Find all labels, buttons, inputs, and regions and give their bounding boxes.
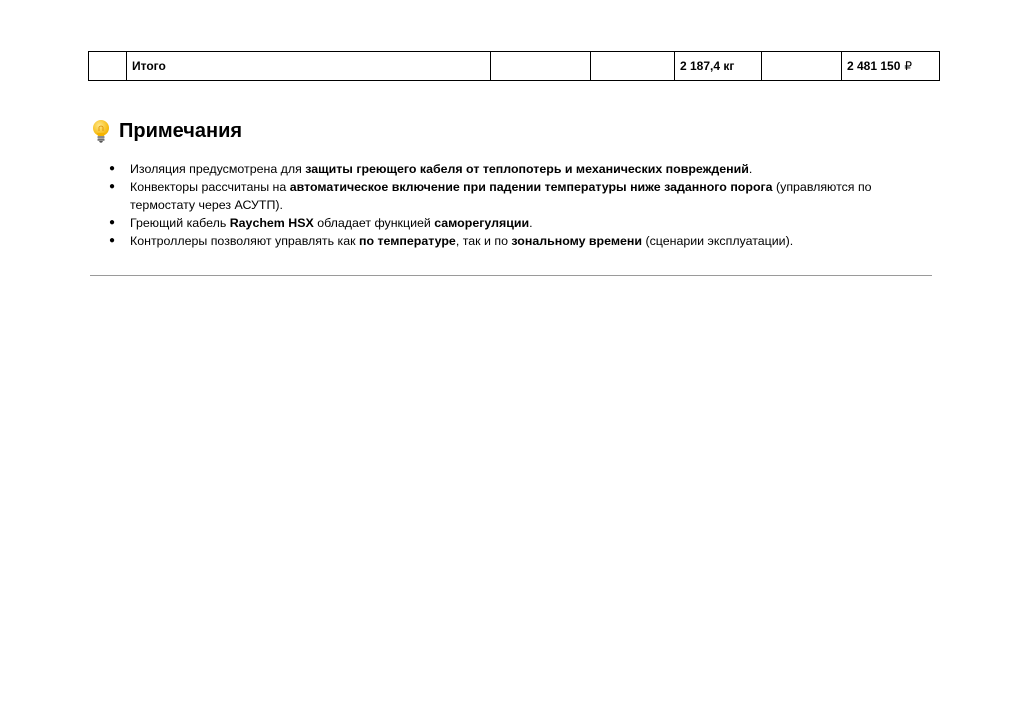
totals-table: [88, 51, 940, 81]
lightbulb-icon: [90, 119, 112, 143]
total-cost-value: 2 481 150: [847, 59, 901, 73]
notes-list: [90, 160, 935, 250]
note-emphasis: саморегуляции: [434, 216, 530, 230]
note-emphasis: зональному времени: [511, 234, 643, 248]
note-item: [90, 214, 935, 232]
notes-title: Примечания: [119, 119, 243, 142]
note-item: [90, 178, 935, 214]
empty-cell: [591, 52, 675, 81]
total-label-cell: Итого: [127, 52, 491, 81]
note-emphasis: по температуре: [358, 234, 456, 248]
note-text: Изоляция предусмотрена для: [130, 162, 306, 176]
horizontal-divider: [90, 275, 932, 276]
note-emphasis: защиты греющего кабеля от теплопотерь и механических повреждений: [305, 162, 749, 176]
note-text: , так и по: [455, 234, 512, 248]
total-row: [89, 52, 940, 81]
total-weight-cell: 2 187,4 кг: [675, 52, 762, 81]
note-text: Контроллеры позволяют управлять как: [130, 234, 359, 248]
note-text: (управляются по термостату через АСУТП).: [130, 180, 872, 212]
note-text: (сценарии эксплуатации).: [642, 234, 794, 248]
note-text: обладает функцией: [313, 216, 435, 230]
note-text: .: [748, 162, 753, 176]
notes-heading: [90, 119, 242, 143]
note-text: Конвекторы рассчитаны на: [130, 180, 290, 194]
note-emphasis: автоматическое включение при падении температуры ниже заданного порога: [289, 180, 773, 194]
total-cost-cell: [842, 52, 940, 81]
note-item: [90, 160, 935, 178]
empty-cell: [491, 52, 591, 81]
empty-cell: [762, 52, 842, 81]
row-index-cell: [89, 52, 127, 81]
note-item: [90, 232, 935, 250]
note-text: Греющий кабель: [130, 216, 230, 230]
currency-symbol: ₽: [904, 59, 913, 73]
note-text: .: [529, 216, 533, 230]
note-emphasis: Raychem HSX: [229, 216, 314, 230]
